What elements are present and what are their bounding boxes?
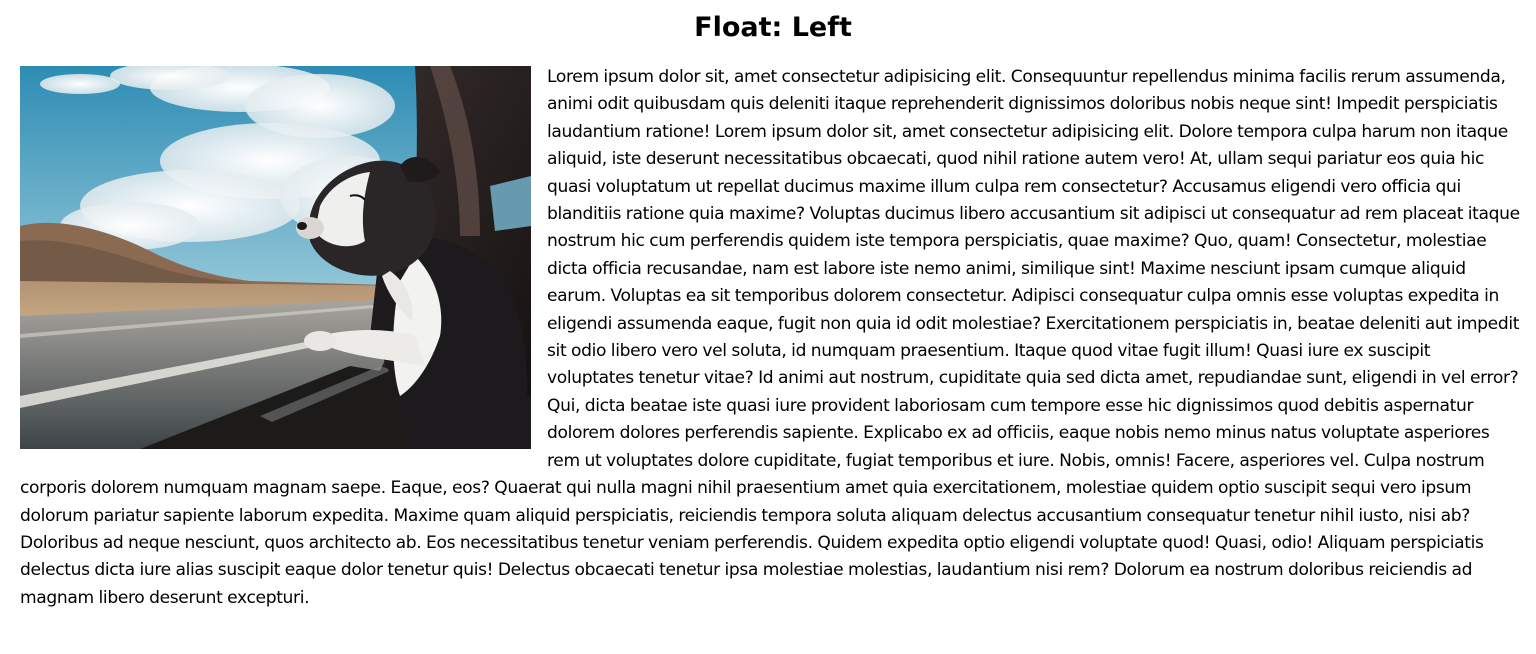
- page-title: Float: Left: [694, 12, 852, 43]
- article-body-text: Lorem ipsum dolor sit, amet consectetur adipisicing elit. Consequuntur repellendus minima facilis rerum assumenda, animi odit quibusdam quis deleniti itaque reprehenderit dignissimos doloribus nobis neque sint! Impedit perspiciatis laudantium ratione! Lorem ipsum dolor sit, amet consectetur adipisicing elit. Dolore tempora culpa harum non itaque aliquid, iste deserunt necessitatibus obcaecati, quod nihil ratione autem vero! At, ullam sequi pariatur eos quia hic quasi voluptatum ut repellat ducimus maxime illum culpa rem consectetur? Accusamus eligendi vero officia qui blanditiis ratione quia maxime? Voluptas ducimus libero accusantium sit adipisci ut consequatur ad rem placeat itaque nostrum hic cum perferendis quidem iste tempora perspiciatis, quae maxime? Quo, quam! Consectetur, molestiae dicta officia recusandae, nam est labore iste nemo animi, similique sint! Maxime nesciunt ipsam cumque aliquid earum. Voluptas ea sit temporibus dolorem consectetur. Adipisci consequatur culpa omnis esse voluptas expedita in eligendi assumenda eaque, fugit non quia id odit molestiae? Exercitationem perspiciatis in, beatae deleniti aut impedit sit odio libero vero vel soluta, id numquam praesentium. Itaque quod vitae fugit illum! Quasi iure ex suscipit voluptates tenetur vitae? Id animi aut nostrum, cupiditate quia sed dicta amet, repudiandae sunt, eligendi in vel error? Qui, dicta beatae iste quasi iure provident laboriosam cum tempore esse hic dignissimos quod debitis aspernatur dolorem dolores perferendis sapiente. Explicabo ex ad officiis, eaque nobis nemo minus natus voluptate asperiores rem ut voluptates dolore cupiditate, fugiat temporibus et iure. Nobis, omnis! Facere, asperiores vel. Culpa nostrum corporis dolorem numquam magnam saepe. Eaque, eos? Quaerat qui nulla magni nihil praesentium amet quia exercitationem, molestiae quidem optio suscipit sequi vero ipsum dolorum pariatur sapiente laborum expedita. Maxime quam aliquid perspiciatis, reiciendis tempora soluta aliquam delectus accusantium consequatur tenetur nihil iusto, nisi ab? Doloribus ad neque nesciunt, quos architecto ab. Eos necessitatibus tenetur veniam perferendis. Quidem expedita optio eligendi voluptate quod! Quasi, odio! Aliquam perspiciatis delectus dicta iure alias suscipit eaque dolor tenetur quis! Delectus obcaecati tenetur ipsa molestiae molestias, laudantium nisi rem? Dolorum ea nostrum doloribus reiciendis ad magnam libero deserunt excepturi.: [20, 67, 1520, 608]
- article: [20, 64, 1520, 612]
- dog-in-car-photo: [20, 66, 531, 449]
- dog-photo-illustration: [20, 66, 531, 449]
